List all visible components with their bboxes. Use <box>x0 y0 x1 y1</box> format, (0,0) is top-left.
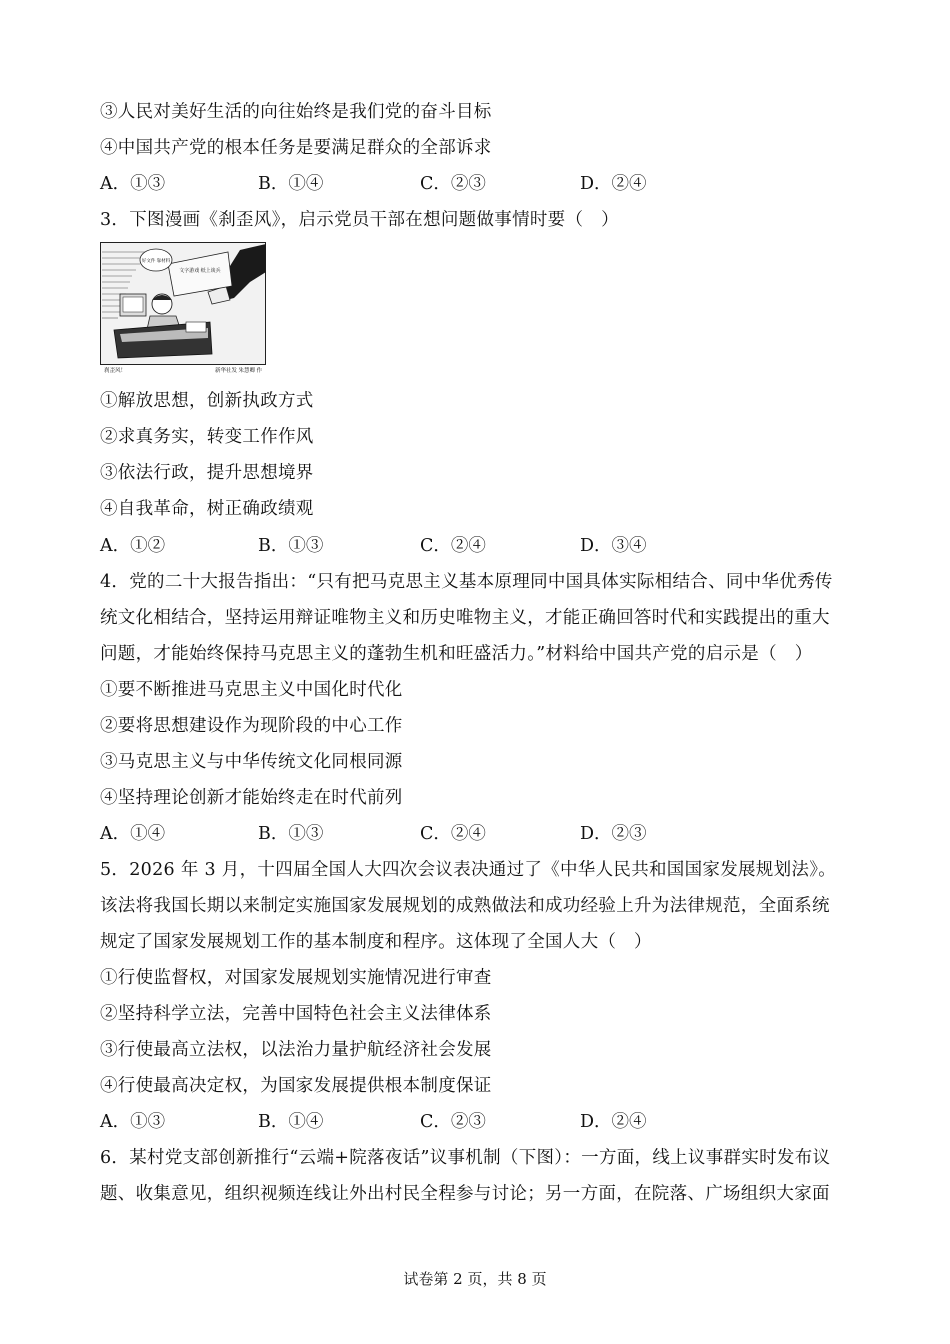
q4-option-d[interactable]: D．②③ <box>580 824 647 844</box>
q2-item-4: ④中国共产党的根本任务是要满足群众的全部诉求 <box>100 138 492 158</box>
q5-option-c[interactable]: C．②③ <box>420 1112 486 1132</box>
q4-item-3: ③马克思主义与中华传统文化同根同源 <box>100 752 403 772</box>
q3-item-1: ①解放思想，创新执政方式 <box>100 391 314 411</box>
q3-item-4: ④自我革命，树正确政绩观 <box>100 499 314 519</box>
q5-option-b[interactable]: B．①④ <box>258 1112 324 1132</box>
q4-stem-line-3: 问题，才能始终保持马克思主义的蓬勃生机和旺盛活力。”材料给中国共产党的启示是（ ） <box>100 644 813 664</box>
q3-option-b[interactable]: B．①③ <box>258 536 324 556</box>
q3-item-2: ②求真务实，转变工作作风 <box>100 427 314 447</box>
q5-item-1: ①行使监督权，对国家发展规划实施情况进行审查 <box>100 968 492 988</box>
q6-stem-line-2: 题、收集意见，组织视频连线让外出村民全程参与讨论；另一方面，在院落、广场组织大家面 <box>100 1184 830 1204</box>
cartoon-bubble-1: 好文件 靠材料 <box>141 258 171 263</box>
q5-item-4: ④行使最高决定权，为国家发展提供根本制度保证 <box>100 1076 492 1096</box>
q3-option-d[interactable]: D．③④ <box>580 536 647 556</box>
q4-option-c[interactable]: C．②④ <box>420 824 486 844</box>
q3-option-c[interactable]: C．②④ <box>420 536 486 556</box>
page-footer: 试卷第 2 页，共 8 页 <box>403 1270 547 1288</box>
cartoon-bubble-2: 文字游戏 纸上谈兵 <box>179 268 221 274</box>
q6-stem-line-1: 6．某村党支部创新推行“云端+院落夜话”议事机制（下图）：一方面，线上议事群实时发布议 <box>100 1148 831 1168</box>
q5-option-d[interactable]: D．②④ <box>580 1112 647 1132</box>
cartoon-caption-right: 新华社发 朱慧卿 作 <box>214 368 262 374</box>
q4-item-4: ④坚持理论创新才能始终走在时代前列 <box>100 788 403 808</box>
q2-item-3: ③人民对美好生活的向往始终是我们党的奋斗目标 <box>100 102 492 122</box>
q5-stem-line-1: 5．2026 年 3 月，十四届全国人大四次会议表决通过了《中华人民共和国国家发展规划法》。 <box>100 860 837 880</box>
q3-stem: 3．下图漫画《刹歪风》，启示党员干部在想问题做事情时要（ ） <box>100 210 619 230</box>
q5-item-2: ②坚持科学立法，完善中国特色社会主义法律体系 <box>100 1004 492 1024</box>
q3-item-3: ③依法行政，提升思想境界 <box>100 463 314 483</box>
q4-option-a[interactable]: A．①④ <box>100 824 166 844</box>
cartoon-image <box>100 242 266 374</box>
q5-stem-line-3: 规定了国家发展规划工作的基本制度和程序。这体现了全国人大（ ） <box>100 932 652 952</box>
q4-stem-line-1: 4．党的二十大报告指出：“只有把马克思主义基本原理同中国具体实际相结合、同中华优秀传 <box>100 572 833 592</box>
q2-option-b[interactable]: B．①④ <box>258 174 324 194</box>
q5-stem-line-2: 该法将我国长期以来制定实施国家发展规划的成熟做法和成功经验上升为法律规范，全面系统 <box>100 896 830 916</box>
q4-stem-line-2: 统文化相结合，坚持运用辩证唯物主义和历史唯物主义，才能正确回答时代和实践提出的重大 <box>100 608 830 628</box>
q5-option-a[interactable]: A．①③ <box>100 1112 166 1132</box>
q2-option-c[interactable]: C．②③ <box>420 174 486 194</box>
q3-option-a[interactable]: A．①② <box>100 536 166 556</box>
q4-option-b[interactable]: B．①③ <box>258 824 324 844</box>
q2-option-a[interactable]: A．①③ <box>100 174 166 194</box>
q4-item-2: ②要将思想建设作为现阶段的中心工作 <box>100 716 403 736</box>
cartoon-caption-left: 刹歪风！ <box>104 368 127 374</box>
q4-item-1: ①要不断推进马克思主义中国化时代化 <box>100 680 403 700</box>
q5-item-3: ③行使最高立法权，以法治力量护航经济社会发展 <box>100 1040 492 1060</box>
q2-option-d[interactable]: D．②④ <box>580 174 647 194</box>
